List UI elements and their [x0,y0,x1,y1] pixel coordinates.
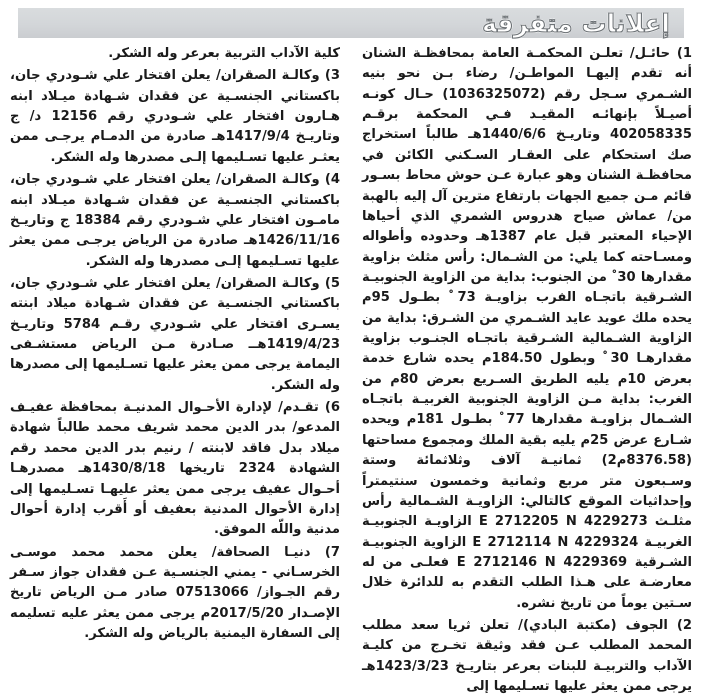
ad-body-text: 1) حائـل/ تعلـن المحكمـة العامة بمحافظـة الشنان أنه تقدم إليهـا المواطـن/ رضاء بـن نحو بنيه الشـمري سـجل رقم (1036325072) حـال كونـه أصيـلاً بإنهائـه المقيـد فـي المحكمة برقـم 402058335 وتاريـخ 1440/6/6هـ طالباً استخراج صك استحكام على العقـار السـكني الكائن في محافظـة الشنان وهو عبارة عـن حوش محاط بسـور قائم مـن جميع الجهات بارتفاع مترين آل إليه بالهبة من/ عماش صياح هدروس الشمري الذي أحياها الإحياء المعتبر قبل عام 1387هـ وحدوده وأطواله ومسـاحته كما يلي: من الشـمال: رأس مثلث بزاوية مقدارها 30 ْ من الجنوب: بداية من الزاوية الجنوبيـة الشـرقية باتجـاه الفرب بزاويـة 73 ْ بطـول 95م يحده ملك عويد عايد الشـمري من الشـرق: بداية من الزاوية الشـمالية الشـرقية باتجـاه الجنـوب بزاوية مقدارهـا 30 ْ وبطول 184.50م يحده شارع خدمة بعرض 10م يليه الطريق السـريع بعرض 80م من الغرب: بداية مـن الزاوية الجنوبية الغربيـة باتجـاه الشـمال بزاويـة مقدارها 77 ْ بطـول 181م ويحده شـارع عرض 25م يليه بقية الملك ومجموع مساحتها (8376.58م2) ثمانيـة آلاف وثلاثمائة وستة وسـبعون متر مربع وثمانية وخمسون سنتيمتراً وإحداثيات الموقع كالتالي: الزاويـة الشـمالية رأس مثلـث 4229273 E 2712205 N الزاويـة الجنوبيـة الغربيـة 4229324 E 2712114 N الزاوية الجنوبيـة الشـرقية 4229369 E 2712146 N فعلـى من له معارضـة على هـذا الطلب التقدم به للدائرة خلال سـتين يوماً من تاريخ نشره. [362,46,693,611]
ad-body-text: 2) الجوف (مكتبة البادي)/ تعلن ثريا سعد مطلب المحمد المطلب عـن فقد وثيقة تخـرج من كليـة الآداب والتربيـة للبنات بعرعر بتاريـخ 1423/3/23هـ يرجى ممن يعثر عليها تسـليمها إلى [362,618,692,695]
ad-item [10,543,340,645]
page-title: إعلانات متفرقة [482,8,670,38]
ad-body-text: 7) دنيـا الصحافة/ يعلن محمد محمد موسـى الخرسـاني - يمني الجنسـية عـن فقدان جواز سـفر رقم الجـواز/ 07513066 صادر مـن الرياض تاريخ الإصـدار 2017/5/20م يرجى ممن يعثر عليه تسليمه إلى السفارة اليمنية بالرياض وله الشكر. [10,544,341,642]
ad-body-text: كلية الآداب التربية بعرعر وله الشكر. [108,46,340,61]
ad-item [10,66,340,168]
ad-item [10,398,340,541]
ad-item [10,274,340,396]
column-right [362,44,693,695]
column-left [10,44,341,642]
ad-body-text: 3) وكالـة الصقران/ يعلن افتخار علي شـودري جان، باكستاني الجنسـية عن فقدان شـهادة ميـلاد ابنه هـارون افتخار علي شـودري رقم 12156 د/ ج وتاريـخ 1417/9/4هـ صادرة من الدمـام يرجـى ممن يعثـر عليها تسـليمها إلـى مصدرها وله الشكر. [10,68,340,165]
ad-body-text: 4) وكالـة الصقران/ يعلن افتخار علي شـودري جان، باكستاني الجنسـية عن فقدان شـهادة ميـلاد ابنه مامـون افتخار علي شـودري رقم 18384 ج وتاريـخ 1426/11/16هـ صادرة من الرياض يرجـى ممن يعثر عليها تسـليمها إلـى مصدرها وله الشكر. [10,172,340,269]
classifieds-body [10,44,693,695]
ad-body-text: 6) تقـدم/ لإدارة الأحـوال المدنيـة بمحافظة عفيـف المدعو/ بدر الدين محمد شريف محمد طالباً شهادة ميلاد بدل فاقد لابنته / رنيم بدر الدين محمد رقم الشهادة 2324 تاريخها 1430/8/18هـ مصدرهـا أحـوال عفيف يرجى ممن يعثر عليهـا تسـليمها إلى إدارة الأحوال المدنية بعفيف أو أَقرب إدارة أحوال مدنية واللّه الموفق. [10,400,340,538]
ad-item [362,616,692,697]
page-masthead [18,8,684,38]
ad-continuation [10,44,340,64]
ad-item [10,170,340,272]
ad-body-text: 5) وكالـة الصقران/ يعلن افتخار علي شـودري جان، باكستاني الجنسـية عن فقدان شـهادة ميلاد ابنته يسـرى افتخار علي شـودري رقـم 5784 وتاريـخ 1419/4/23هــ صـادرة مـن الرياض مستشـفى اليمامة يرجى ممن يعثر عليها تسـليمها إلى مصدرها وله الشكر. [10,275,340,393]
ad-item [362,44,692,614]
